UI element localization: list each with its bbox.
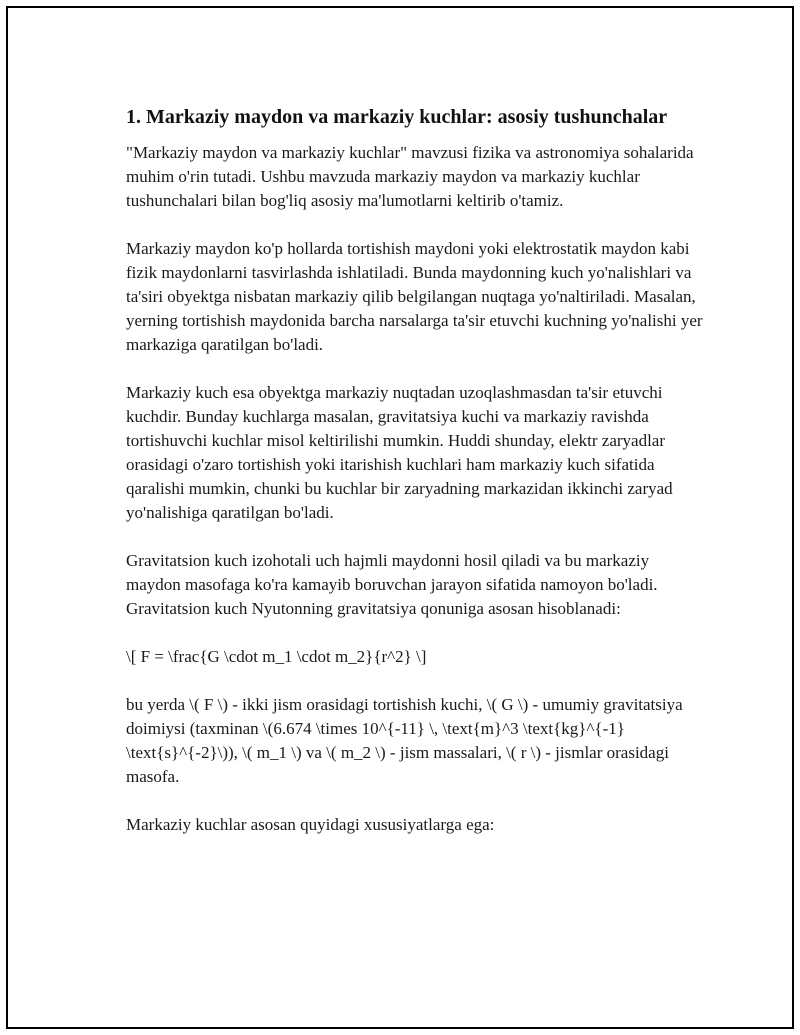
- paragraph-central-field: Markaziy maydon ko'p hollarda tortishish maydoni yoki elektrostatik maydon kabi fizik maydonlarni tasvirlashda ishlatiladi. Bunda maydonning kuch yo'nalishlari va ta'siri obyektga nisbatan markaziy qilib belgilangan nuqtaga yo'naltiriladi. Masalan, yerning tortishish maydonida barcha narsalarga ta'sir etuvchi kuchning yo'nalishi yer markaziga qaratilgan bo'ladi.: [126, 239, 703, 354]
- page-frame: [6, 6, 794, 1029]
- paragraph-intro: "Markaziy maydon va markaziy kuchlar" mavzusi fizika va astronomiya sohalarida muhim o'rin tutadi. Ushbu mavzuda markaziy maydon va markaziy kuchlar tushunchalari bilan bog'liq asosiy ma'lumotlarni keltirib o'tamiz.: [126, 143, 694, 210]
- paragraph-formula-explanation: bu yerda \( F \) - ikki jism orasidagi tortishish kuchi, \( G \) - umumiy gravitatsiya doimiysi (taxminan \(6.674 \times 10^{-11} \, \text{m}^3 \text{kg}^{-1} \text{s}^{-2}\)), \( m_1 \) va \( m_2 \) - jism massalari, \( r \) - jismlar orasidagi masofa.: [126, 695, 683, 786]
- paragraph-properties-intro: Markaziy kuchlar asosan quyidagi xususiyatlarga ega:: [126, 815, 495, 834]
- formula-gravitation: \[ F = \frac{G \cdot m_1 \cdot m_2}{r^2} \]: [126, 647, 427, 666]
- document-body: [126, 104, 706, 861]
- paragraph-central-force: Markaziy kuch esa obyektga markaziy nuqtadan uzoqlashmasdan ta'sir etuvchi kuchdir. Bunday kuchlarga masalan, gravitatsiya kuchi va markaziy ravishda tortishuvchi kuchlar misol keltirilishi mumkin. Huddi shunday, elektr zaryadlar orasidagi o'zaro tortishish yoki itarishish kuchlari ham markaziy kuch sifatida qaralishi mumkin, chunki bu kuchlar bir zaryadning markazidan ikkinchi zaryad yo'nalishiga qaratilgan bo'ladi.: [126, 383, 673, 522]
- section-heading: 1. Markaziy maydon va markaziy kuchlar: asosiy tushunchalar: [126, 106, 668, 128]
- paragraph-gravitation: Gravitatsion kuch izohotali uch hajmli maydonni hosil qiladi va bu markaziy maydon masofaga ko'ra kamayib boruvchan jarayon sifatida namoyon bo'ladi. Gravitatsion kuch Nyutonning gravitatsiya qonuniga asosan hisoblanadi:: [126, 551, 658, 618]
